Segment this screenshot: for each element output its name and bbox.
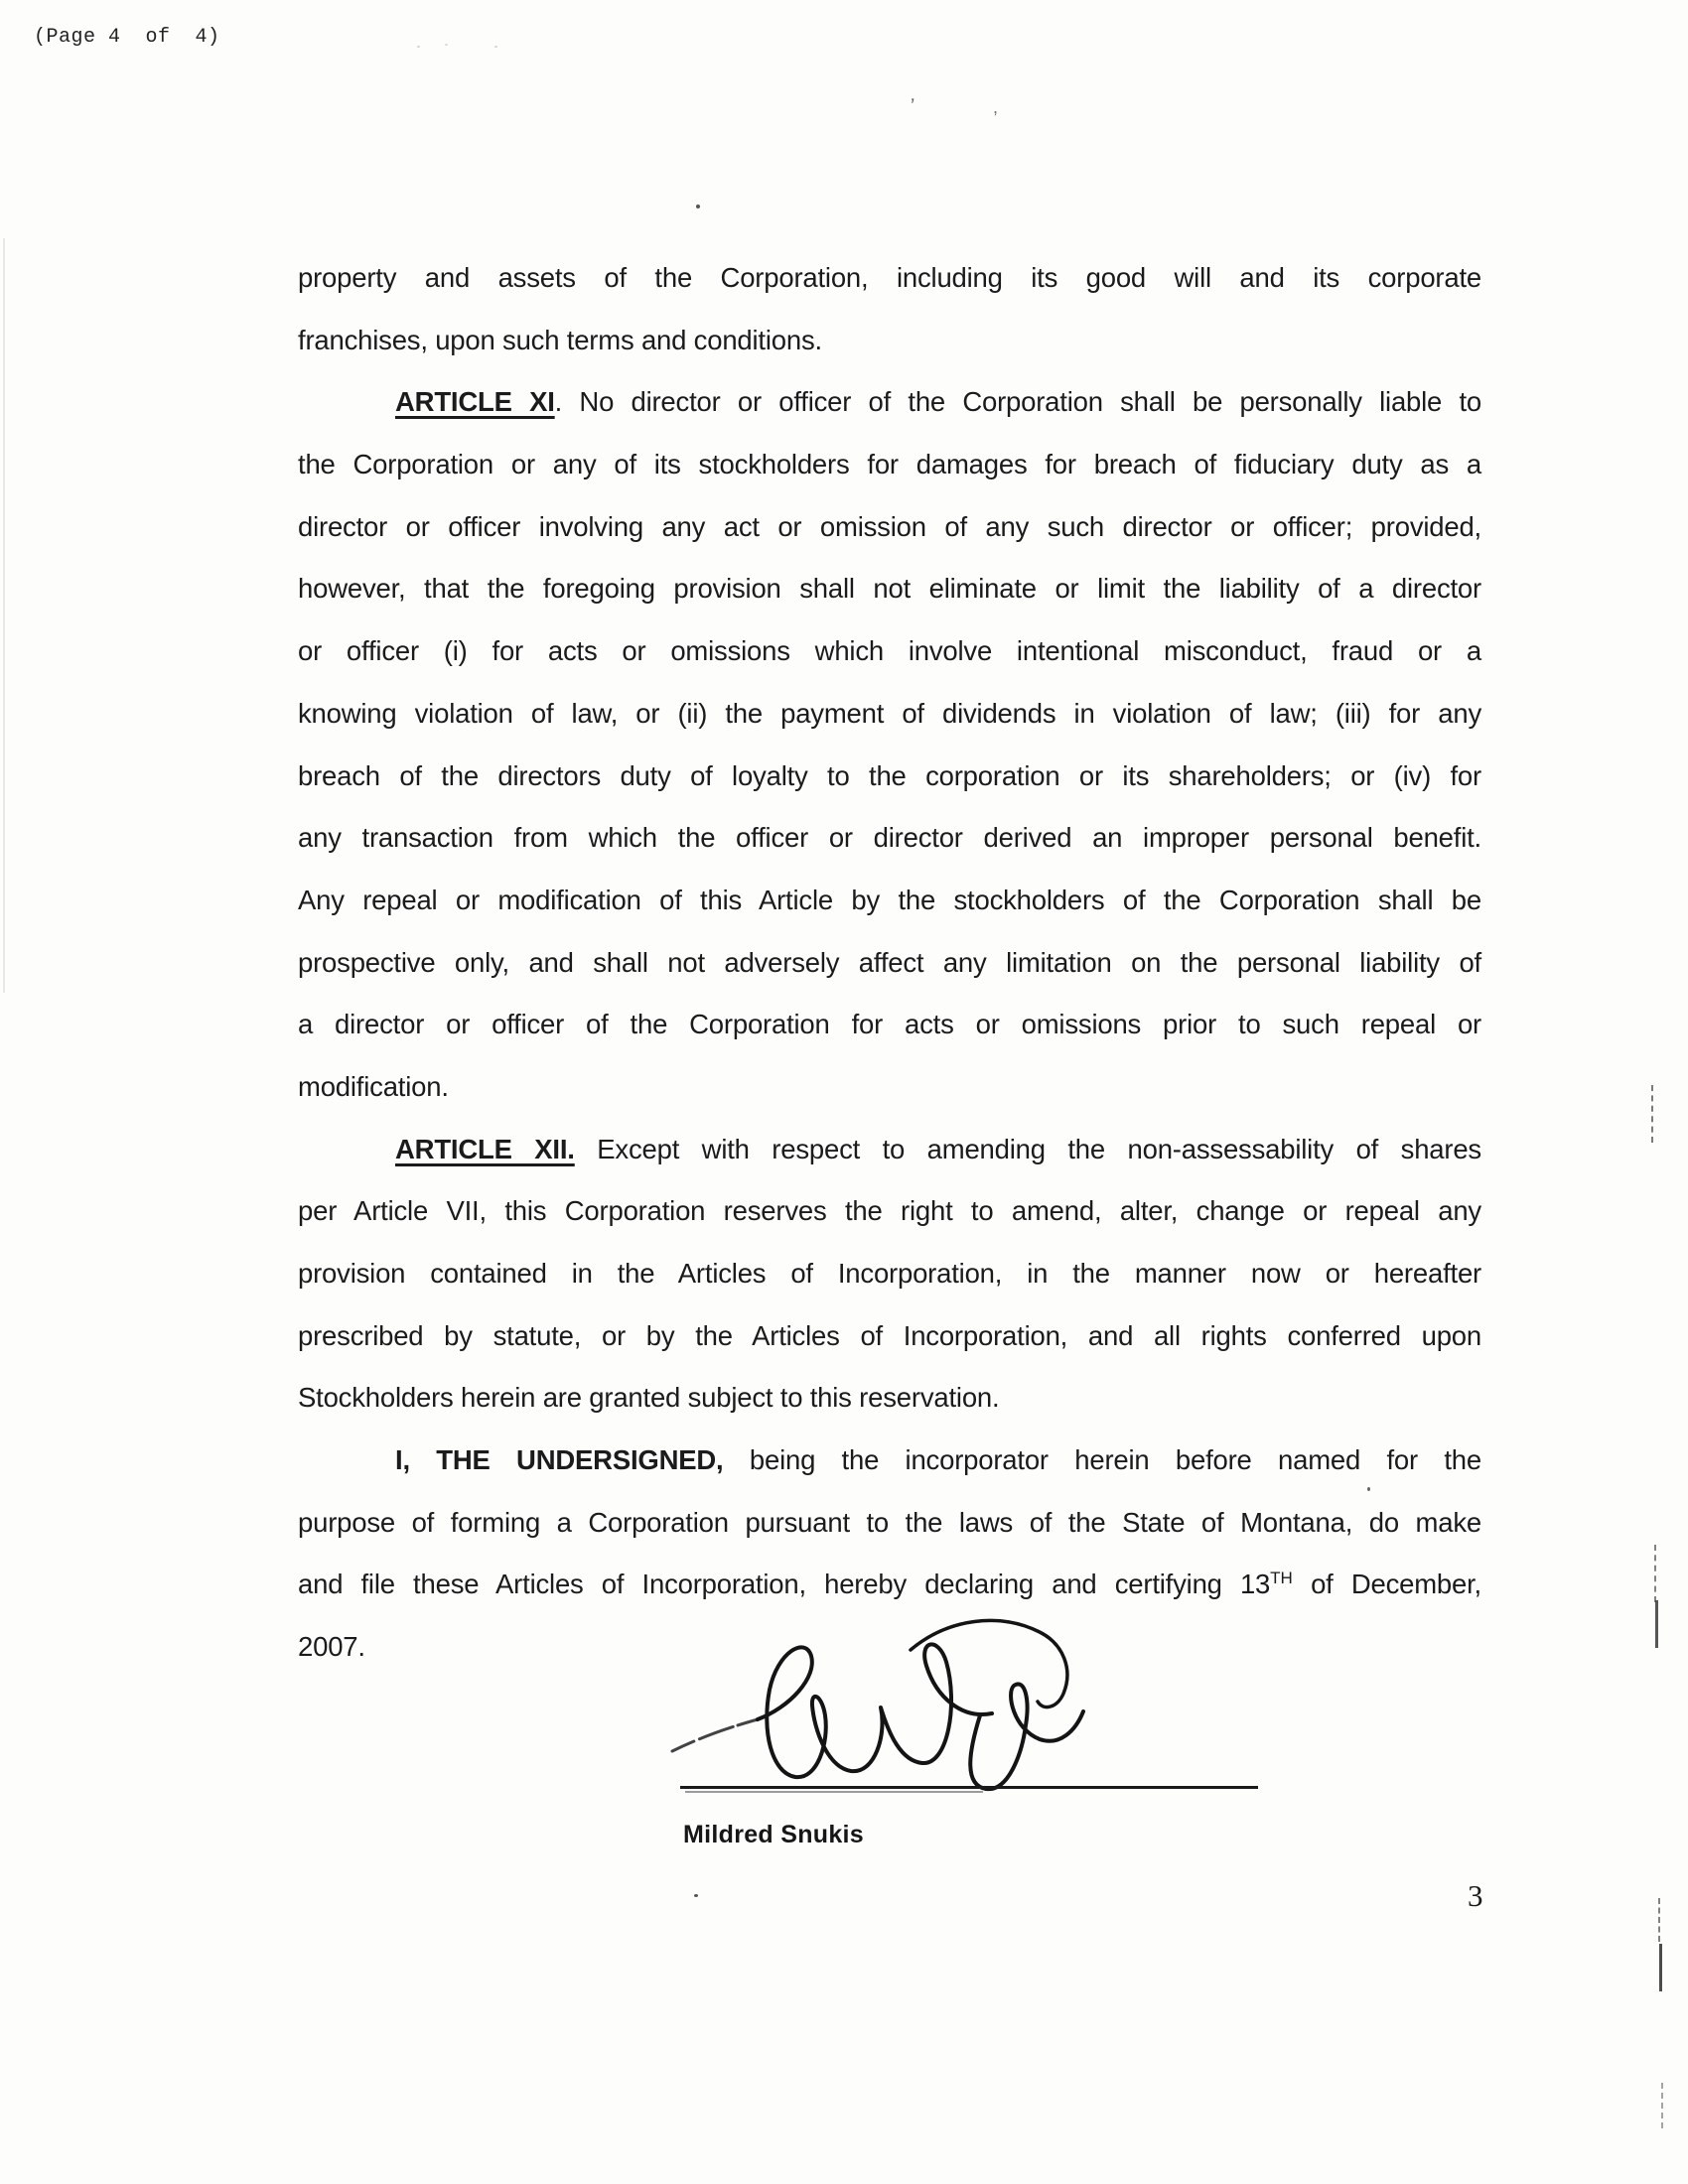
scan-artifact-apostrophe: ’ [908, 94, 916, 118]
text-line: provision contained in the Articles of Incorporation, in the manner now or hereafter [298, 1258, 1481, 1289]
text-line: Stockholders herein are granted subject to this reservation. [298, 1382, 1000, 1414]
scan-streak [3, 238, 5, 993]
text-line: ARTICLE XI. No director or officer of the Corporation shall be personally liable to [395, 386, 1481, 418]
text-line: any transaction from which the officer or director derived an improper personal benefit. [298, 822, 1481, 854]
scan-artifact-dot [694, 1894, 698, 1897]
signature-ink [650, 1604, 1097, 1803]
scan-artifact-dot [696, 205, 700, 208]
text-line: breach of the directors duty of loyalty to the corporation or its shareholders; or (iv) for [298, 759, 1481, 791]
scan-artifact-comma: , [993, 97, 999, 117]
scan-artifact-dot [494, 46, 497, 48]
right-margin-tick-group [1658, 1898, 1660, 1942]
text-line: however, that the foregoing provision shall not eliminate or limit the liability of a director [298, 573, 1481, 605]
text-line: the Corporation or any of its stockholders for damages for breach of fiduciary duty as a [298, 449, 1481, 480]
text-line: purpose of forming a Corporation pursuant to the laws of the State of Montana, do make [298, 1506, 1481, 1538]
text-line: a director or officer of the Corporation for acts or omissions prior to such repeal or [298, 1009, 1481, 1040]
signer-name-label: Mildred Snukis [683, 1821, 865, 1848]
text-line: or officer (i) for acts or omissions which involve intentional misconduct, fraud or a [298, 635, 1481, 667]
page-count-header: (Page 4 of 4) [34, 26, 220, 49]
text-line: franchises, upon such terms and conditions. [298, 324, 822, 355]
scan-artifact-dot [417, 46, 420, 48]
right-margin-tick-group [1661, 2083, 1663, 2128]
text-line: knowing violation of law, or (ii) the payment of dividends in violation of law; (iii) for any [298, 697, 1481, 729]
signature-line-shadow [685, 1791, 983, 1793]
document-body [298, 247, 1481, 1679]
right-margin-tick-mark [1659, 1944, 1662, 1991]
text-line: 2007. [298, 1631, 365, 1663]
signature-line [680, 1786, 1258, 1789]
text-line: Any repeal or modification of this Article by the stockholders of the Corporation shall be [298, 884, 1481, 915]
text-line: director or officer involving any act or omission of any such director or officer; provided, [298, 510, 1481, 542]
right-margin-tick-group [1654, 1545, 1656, 1602]
text-line: modification. [298, 1070, 449, 1102]
text-line: property and assets of the Corporation, including its good will and its corporate [298, 262, 1481, 293]
text-line: prescribed by statute, or by the Articles of Incorporation, and all rights conferred upon [298, 1319, 1481, 1351]
right-margin-tick-mark [1655, 1600, 1658, 1648]
text-line: prospective only, and shall not adversely affect any limitation on the personal liability of [298, 946, 1481, 978]
right-margin-tick-group [1651, 1085, 1653, 1143]
text-line: I, THE UNDERSIGNED, being the incorporator herein before named for the [395, 1444, 1481, 1476]
text-line: per Article VII, this Corporation reserves the right to amend, alter, change or repeal any [298, 1195, 1481, 1227]
text-line: ARTICLE XII. Except with respect to amending the non-assessability of shares [395, 1133, 1481, 1164]
text-line: and file these Articles of Incorporation, hereby declaring and certifying 13TH of December, [298, 1569, 1481, 1600]
scan-artifact-dot [445, 44, 448, 46]
page-number: 3 [1468, 1878, 1483, 1913]
